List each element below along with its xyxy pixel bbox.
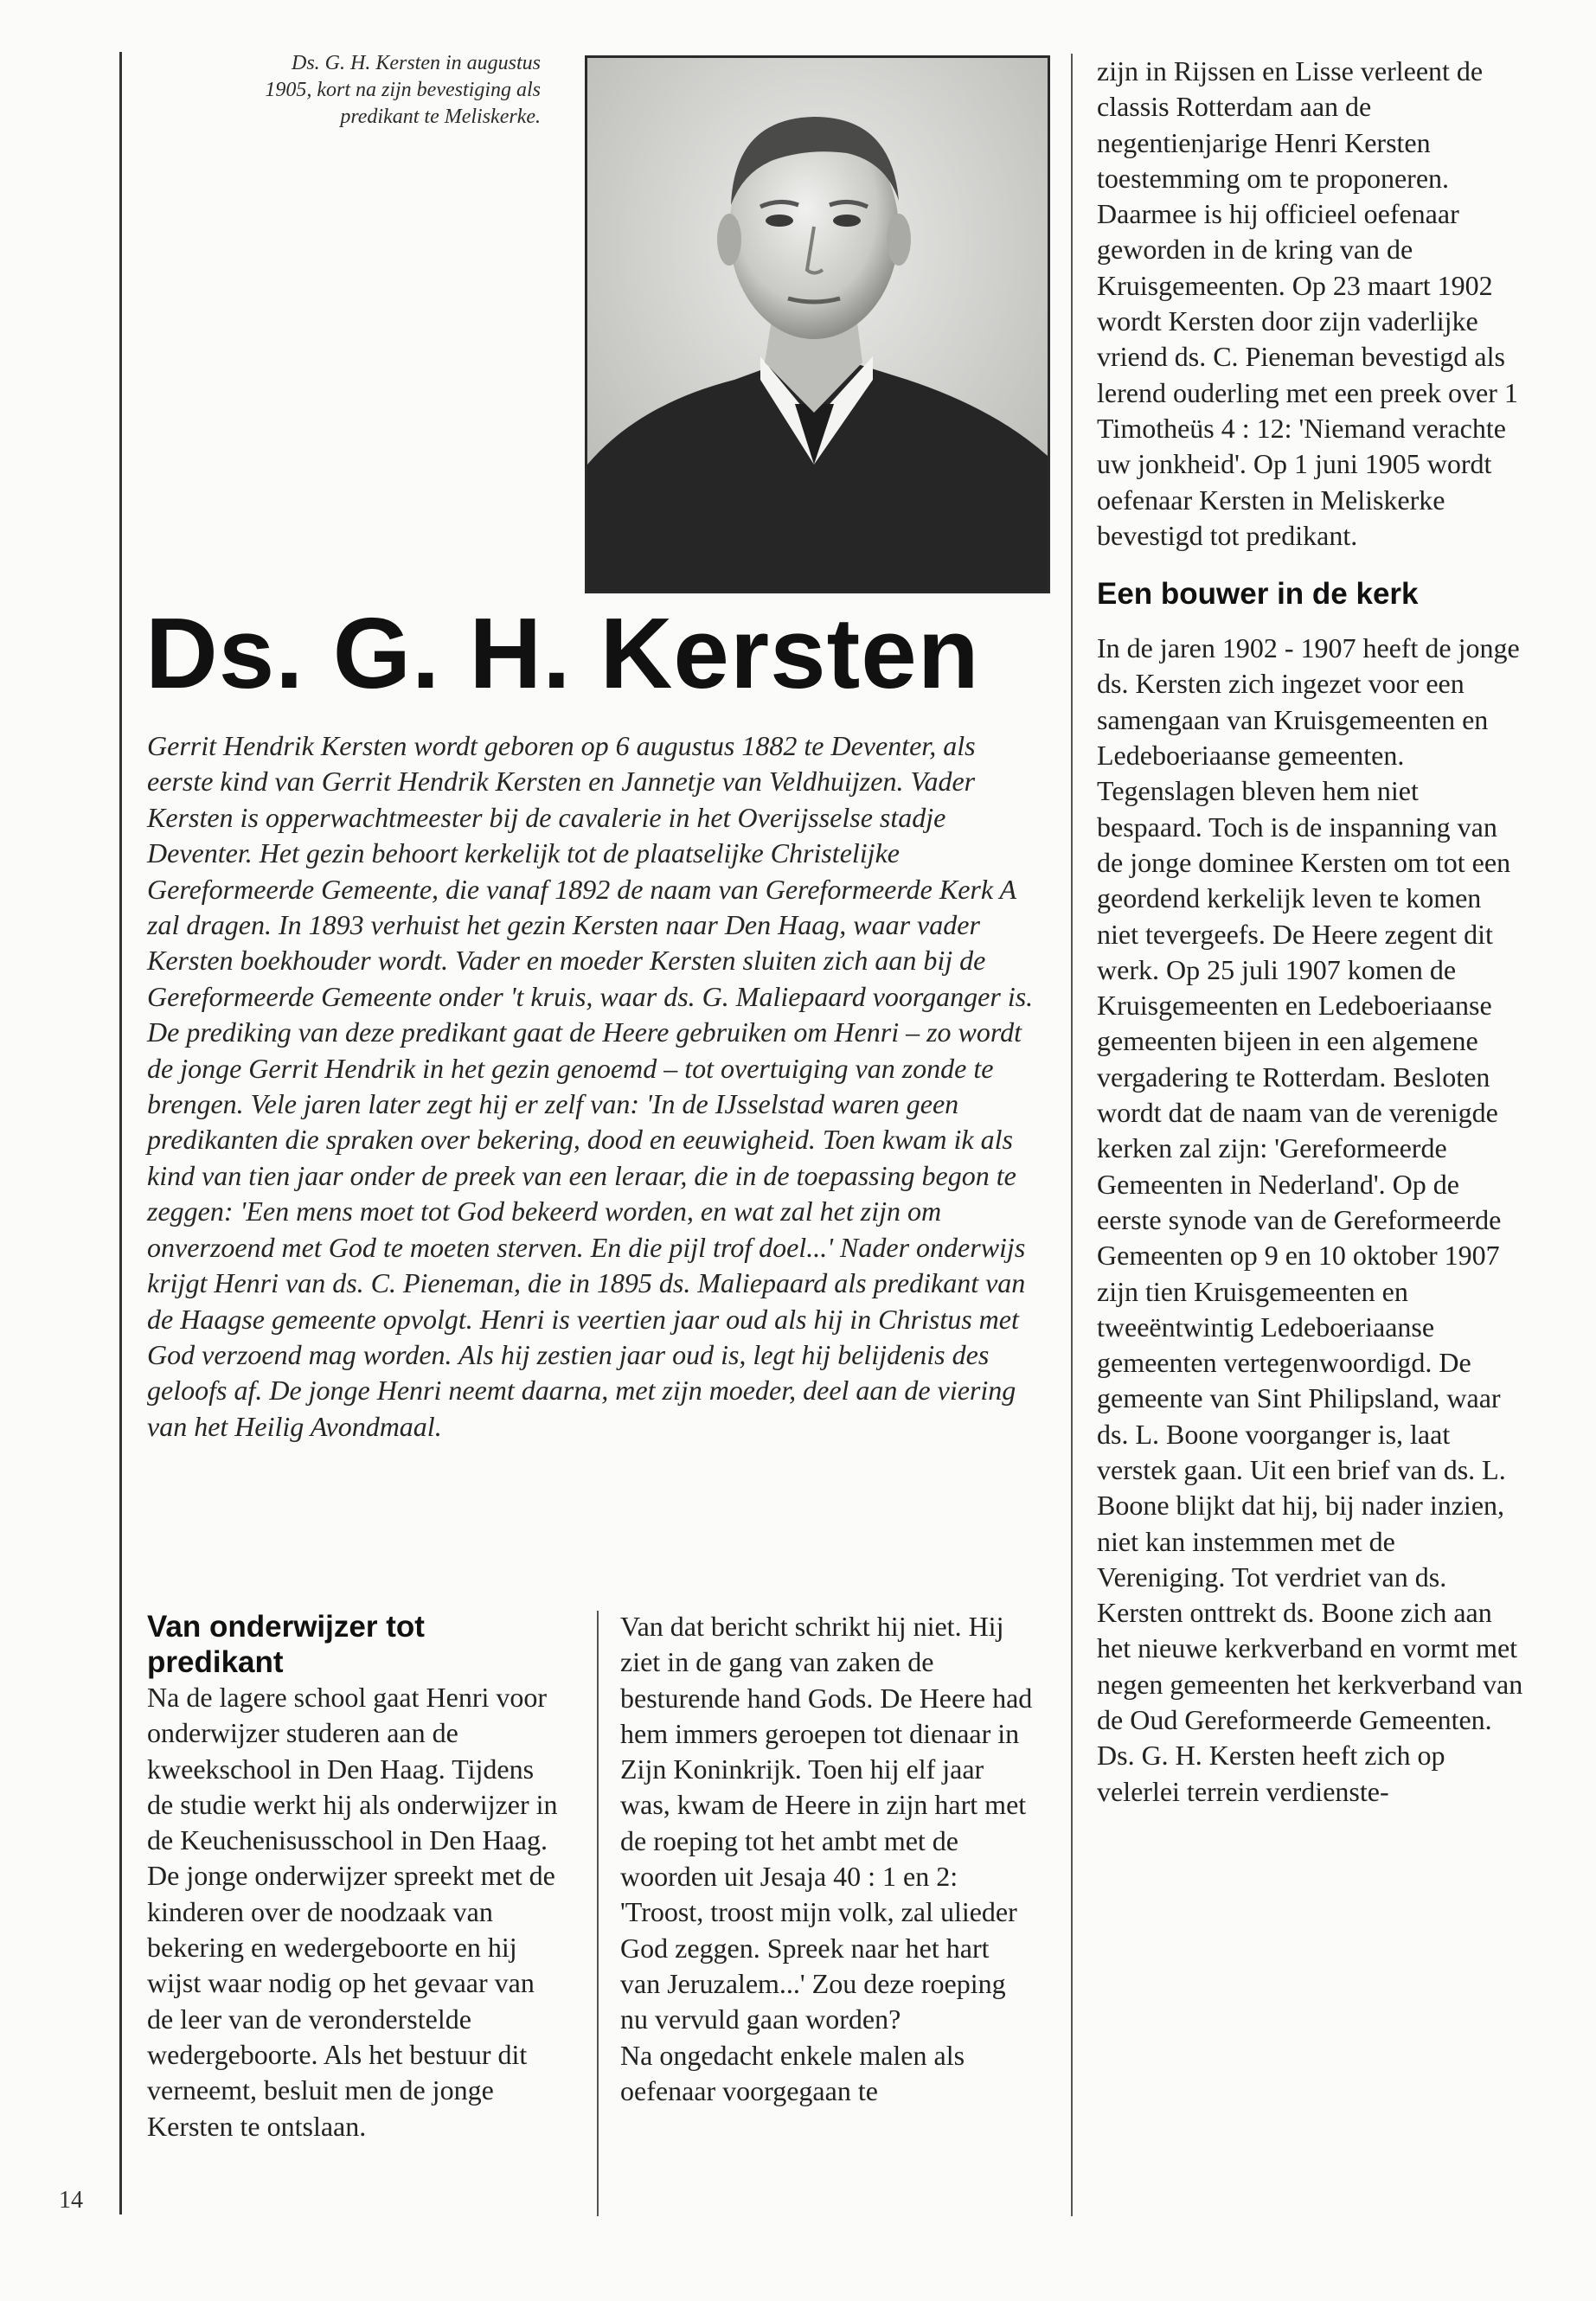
column-1-text: Na de lagere school gaat Henri voor onderwijzer studeren aan de kweekschool in Den Haag. Tijdens de studie werkt hij als onderwijzer in de Keuchenisusschool in Den Haag. De jonge onderwijzer spreekt met de kinderen over de noodzaak van bekering en wedergeboorte en hij wijst waar nodig op het gevaar van de leer van de veronderstelde wedergeboorte. Als het bestuur dit verneemt, besluit men de jonge Kersten te ontslaan. <box>147 1682 558 2142</box>
column-3-text-intro: zijn in Rijssen en Lisse verleent de classis Rotterdam aan de negentienjarige Henri Kersten toestemming om te proponeren. Daarmee is hij officieel oefenaar geworden in de kring van de Kruisgemeenten. Op 23 maart 1902 wordt Kersten door zijn vaderlijke vriend ds. C. Pieneman bevestigd als lerend ouderling met een preek over 1 Timotheüs 4 : 12: 'Niemand verachte uw jonkheid'. Op 1 juni 1905 wordt oefenaar Kersten in Meliskerke bevestigd tot predikant. <box>1097 55 1518 551</box>
column-2 <box>620 1609 1035 2109</box>
column-rule-2 <box>1071 54 1073 2216</box>
column-2-text: Van dat bericht schrikt hij niet. Hij ziet in de gang van zaken de besturende hand Gods. De Heere had hem immers geroepen tot dienaar in Zijn Koninkrijk. Toen hij elf jaar was, kwam de Heere in zijn hart met de roeping tot het ambt met de woorden uit Jesaja 40 : 1 en 2: 'Troost, troost mijn volk, zal ulieder God zeggen. Spreek naar het hart van Jeruzalem...' Zou deze roeping nu vervuld gaan worden? <box>620 1611 1033 2035</box>
left-margin-rule <box>119 52 122 2214</box>
page-number: 14 <box>59 2187 83 2214</box>
column-2-text-continued: Na ongedacht enkele malen als oefenaar voorgegaan te <box>620 2039 965 2106</box>
column-rule-1 <box>597 1611 599 2216</box>
intro-paragraph: Gerrit Hendrik Kersten wordt geboren op 6 augustus 1882 te Deventer, als eerste kind van Gerrit Hendrik Kersten en Jannetje van Veldhuijzen. Vader Kersten is opperwachtmeester bij de cavalerie in het Overijsselse stadje Deventer. Het gezin behoort kerkelijk tot de plaatselijke Christelijke Gereformeerde Gemeente, die vanaf 1892 de naam van Gereformeerde Kerk A zal dragen. In 1893 verhuist het gezin Kersten naar Den Haag, waar vader Kersten boekhouder wordt. Vader en moeder Kersten sluiten zich aan bij de Gereformeerde Gemeente onder 't kruis, waar ds. G. Maliepaard voorganger is. De prediking van deze predikant gaat de Heere gebruiken om Henri – zo wordt de jonge Gerrit Hendrik in het gezin genoemd – tot overtuiging van zonde te brengen. Vele jaren later zegt hij er zelf van: 'In de IJsselstad waren geen predikanten die spraken over bekering, dood en eeuwigheid. Toen kwam ik als kind van tien jaar onder de preek van een leraar, die in de toepassing begon te zeggen: 'Een mens moet tot God bekeerd worden, en wat zal het zijn om onverzoend met God te moeten sterven. En die pijl trof doel...' Nader onderwijs krijgt Henri van ds. C. Pieneman, die in 1895 ds. Maliepaard als predikant van de Haagse gemeente opvolgt. Henri is veertien jaar oud als hij in Christus met God verzoend mag worden. Als hij zestien jaar oud is, legt hij belijdenis des geloofs af. De jonge Henri neemt daarna, met zijn moeder, deel aan de viering van het Heilig Avondmaal. <box>147 730 1034 1442</box>
column-3 <box>1097 54 1529 1810</box>
section-heading-bouwer: Een bouwer in de kerk <box>1097 577 1419 612</box>
section-heading-onderwijzer: Van onderwijzer tot predikant <box>147 1610 425 1679</box>
photo-caption: Ds. G. H. Kersten in augustus 1905, kort na zijn bevestiging als predikant te Meliskerke. <box>265 52 541 128</box>
column-3-text-main: In de jaren 1902 - 1907 heeft de jonge ds. Kersten zich ingezet voor een samengaan van Kruisgemeenten en Ledeboeriaanse gemeenten. Tegenslagen bleven hem niet bespaard. Toch is de inspanning van de jonge dominee Kersten om tot een geordend kerkelijk leven te komen niet tevergeefs. De Heere zegent dit werk. Op 25 juli 1907 komen de Kruisgemeenten en Ledeboeriaanse gemeenten bijeen in een algemene vergadering te Rotterdam. Besloten wordt dat de naam van de verenigde kerken zal zijn: 'Gereformeerde Gemeenten in Nederland'. Op de eerste synode van de Gereformeerde Gemeenten op 9 en 10 oktober 1907 zijn tien Kruisgemeenten en tweeëntwintig Ledeboeriaanse gemeenten vertegenwoordigd. De gemeente van Sint Philipsland, waar ds. L. Boone voorganger is, laat verstek gaan. Uit een brief van ds. L. Boone blijkt dat hij, bij nader inzien, niet kan instemmen met de Vereniging. Tot verdriet van ds. Kersten onttrekt ds. Boone zich aan het nieuwe kerkverband en vormt met negen gemeenten het kerkverband van de Oud Gereformeerde Gemeenten. Ds. G. H. Kersten heeft zich op velerlei terrein verdienste- <box>1097 632 1523 1807</box>
portrait-photo <box>585 55 1050 593</box>
column-1 <box>147 1609 558 2144</box>
portrait-illustration <box>587 58 1048 591</box>
article-title: Ds. G. H. Kersten <box>145 597 980 709</box>
